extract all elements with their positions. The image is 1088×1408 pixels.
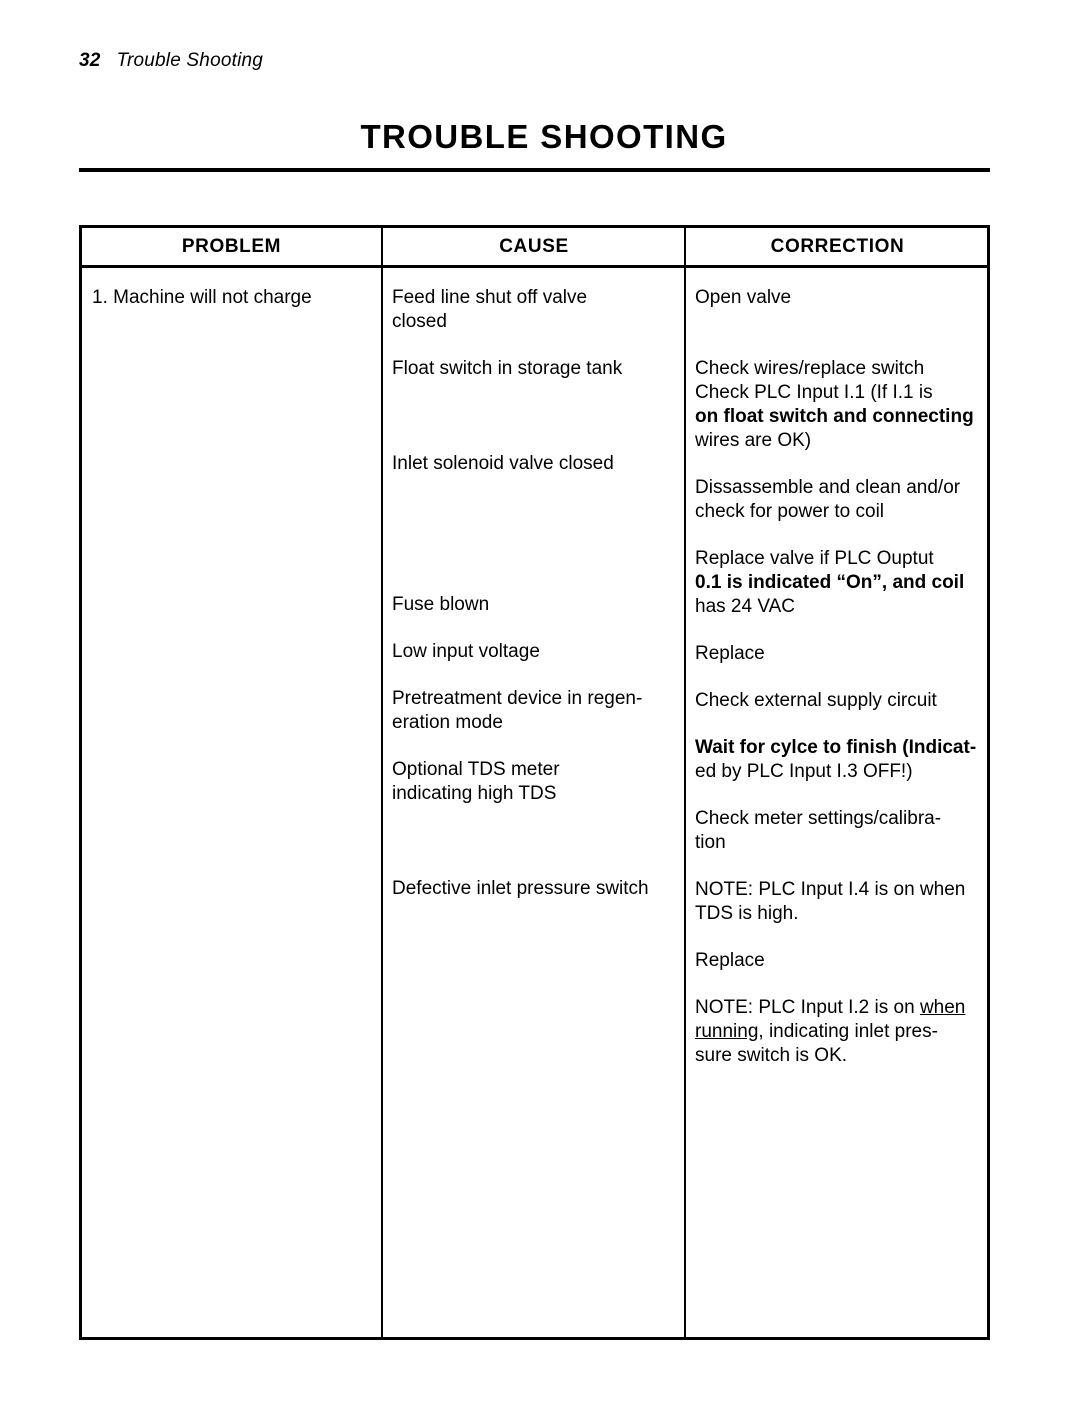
- cause-line: closed: [392, 311, 447, 332]
- correction-line: NOTE: PLC Input I.4 is on when: [695, 879, 966, 900]
- cause-line: Low input voltage: [392, 641, 540, 662]
- correction-item: [695, 736, 980, 784]
- cause-line: indicating high TDS: [392, 783, 557, 804]
- cause-line: Optional TDS meter: [392, 759, 560, 780]
- problem-item: 1. Machine will not charge: [92, 287, 312, 308]
- correction-item: [695, 547, 980, 619]
- correction-line: sure switch is OK.: [695, 1045, 848, 1066]
- correction-item: [695, 357, 980, 453]
- cause-item: [392, 593, 674, 617]
- correction-line: Check meter settings/calibra-: [695, 808, 942, 829]
- cause-line: Pretreatment device in regen-: [392, 688, 643, 709]
- problem-column: [82, 268, 381, 333]
- correction-line: , indicating inlet pres-: [758, 1021, 938, 1042]
- correction-column: [686, 268, 988, 1091]
- correction-item: [695, 286, 980, 310]
- cause-item: [392, 357, 674, 381]
- cause-item: [392, 286, 674, 334]
- troubleshooting-table: [79, 225, 990, 1340]
- correction-line: Check wires/replace switch: [695, 358, 925, 379]
- correction-line: Replace valve if PLC Ouptut: [695, 548, 934, 569]
- correction-item: [695, 949, 980, 973]
- correction-item: [695, 807, 980, 855]
- cause-item: [392, 758, 674, 806]
- correction-emphasis-running: running: [695, 1021, 759, 1042]
- correction-item: [695, 996, 980, 1068]
- correction-line: check for power to coil: [695, 501, 885, 522]
- correction-line-bold: Wait for cylce to finish (Indicat-: [695, 737, 977, 758]
- table-header-row: [82, 228, 987, 268]
- running-head: [79, 50, 263, 72]
- cause-item: [392, 687, 674, 735]
- correction-line: ed by PLC Input I.3 OFF!): [695, 761, 913, 782]
- correction-item: [695, 642, 980, 666]
- column-header-cause: CAUSE: [499, 236, 569, 257]
- correction-emphasis-when: when: [919, 997, 966, 1018]
- correction-line-bold: 0.1 is indicated “On”, and coil: [695, 572, 965, 593]
- correction-line: Check external supply circuit: [695, 690, 937, 711]
- header-column-divider-1: [381, 228, 383, 265]
- correction-line: TDS is high.: [695, 903, 799, 924]
- correction-item: [695, 878, 980, 926]
- cause-line: Inlet solenoid valve closed: [392, 453, 614, 474]
- page-number: 32: [79, 50, 101, 71]
- section-name: Trouble Shooting: [116, 50, 264, 71]
- page-title: TROUBLE SHOOTING: [360, 118, 728, 155]
- correction-line: NOTE: PLC Input I.2 is on: [695, 997, 920, 1018]
- correction-line: Dissassemble and clean and/or: [695, 477, 961, 498]
- cause-item: [392, 452, 674, 476]
- correction-line-bold: on float switch and connecting: [695, 406, 974, 427]
- title-divider: [79, 168, 990, 172]
- correction-line: wires are OK): [695, 430, 812, 451]
- column-header-problem: PROBLEM: [181, 236, 282, 257]
- cause-line: eration mode: [392, 712, 503, 733]
- correction-item: [695, 476, 980, 524]
- correction-line: Replace: [695, 643, 765, 664]
- correction-line: Check PLC Input I.1 (If I.1 is: [695, 382, 933, 403]
- correction-line: has 24 VAC: [695, 596, 795, 617]
- correction-line: Open valve: [695, 287, 792, 308]
- correction-item: [695, 689, 980, 713]
- cause-line: Defective inlet pressure switch: [392, 878, 649, 899]
- cause-line: Fuse blown: [392, 594, 490, 615]
- correction-line: Replace: [695, 950, 765, 971]
- cause-item: [392, 877, 674, 901]
- cause-item: [392, 640, 674, 664]
- header-column-divider-2: [684, 228, 686, 265]
- correction-line: tion: [695, 832, 726, 853]
- cause-line: Feed line shut off valve: [392, 287, 588, 308]
- column-header-correction: CORRECTION: [770, 236, 905, 257]
- cause-line: Float switch in storage tank: [392, 358, 623, 379]
- cause-column: [383, 268, 684, 924]
